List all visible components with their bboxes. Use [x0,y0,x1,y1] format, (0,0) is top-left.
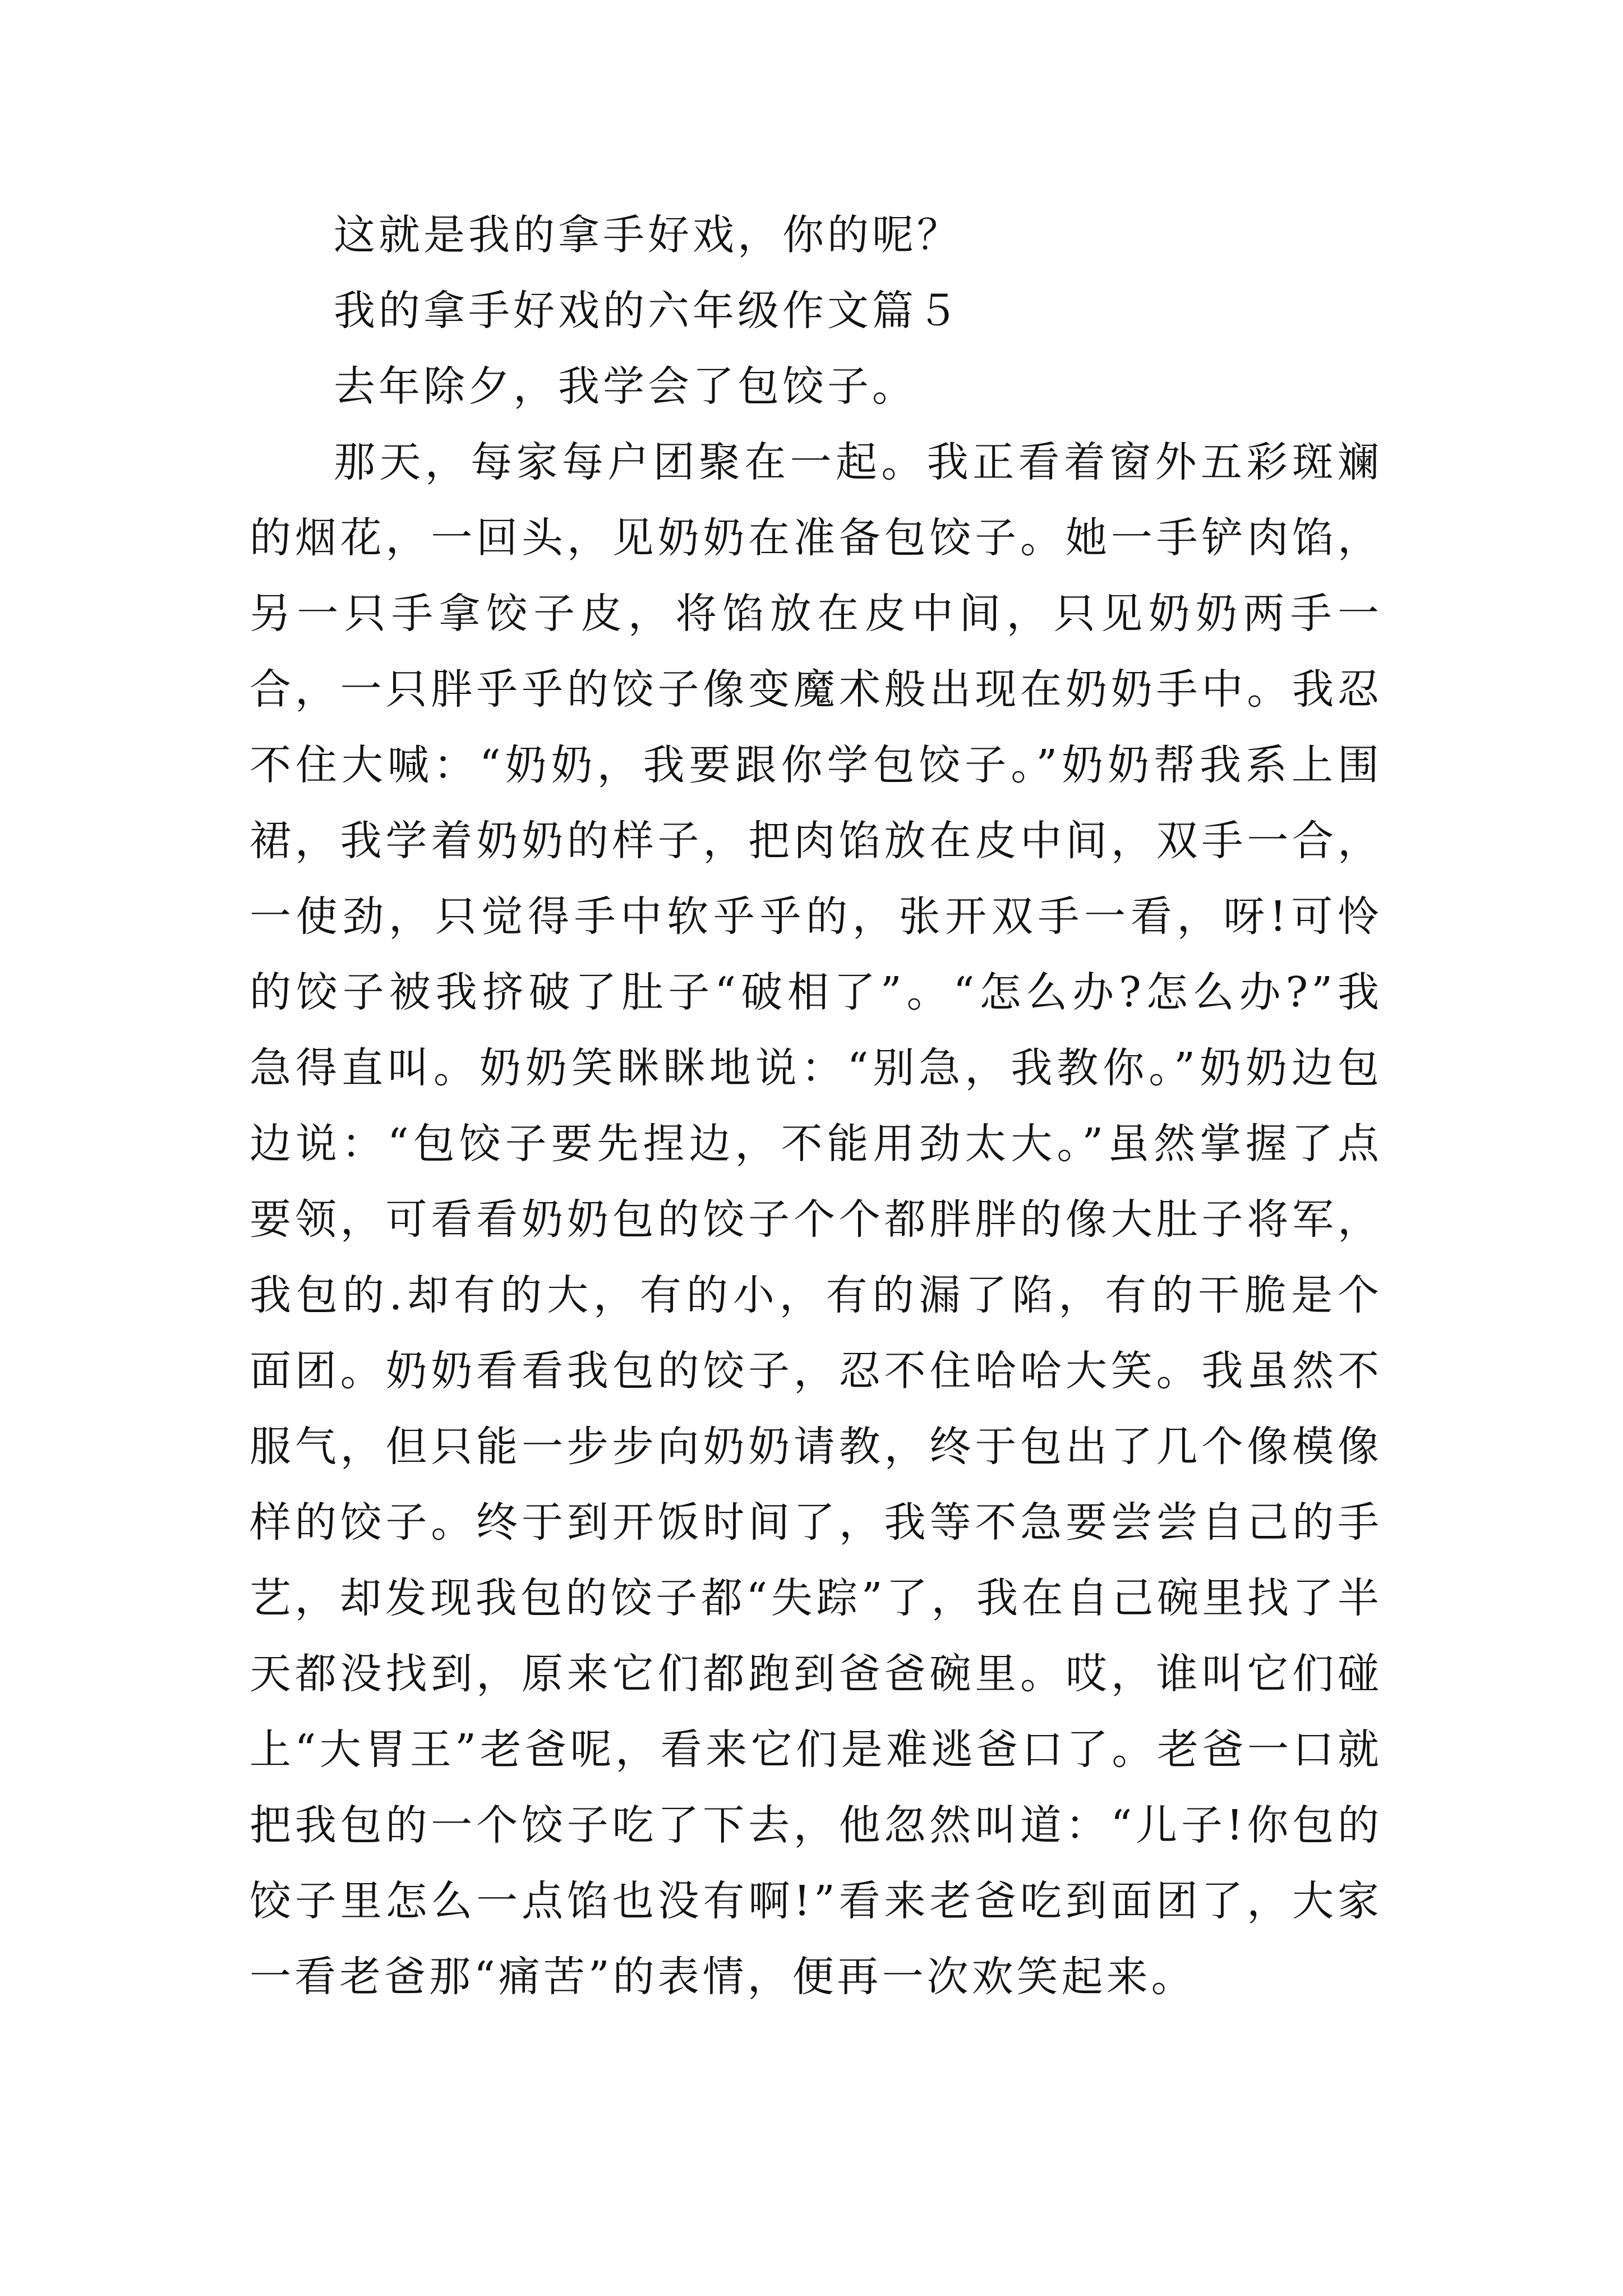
essay-heading: 我的拿手好戏的六年级作文篇５ [334,287,962,335]
paragraph-closing-line: 这就是我的拿手好戏，你的呢？ [334,211,962,259]
paragraph-intro: 去年除夕，我学会了包饺子。 [334,362,917,411]
document-body [250,197,1382,2015]
paragraph-main: 那天，每家每户团聚在一起。我正看着窗外五彩斑斓的烟花，一回头，见奶奶在准备包饺子。她一手铲肉馅，另一只手拿饺子皮，将馅放在皮中间，只见奶奶两手一合，一只胖乎乎的饺子像变魔术般出现在奶奶手中。我忍不住大喊：“奶奶，我要跟你学包饺子。”奶奶帮我系上围裙，我学着奶奶的样子，把肉馅放在皮中间，双手一合，一使劲，只觉得手中软乎乎的，张开双手一看，呀!可怜的饺子被我挤破了肚子“破相了”。“怎么办?怎么办?”我急得直叫。奶奶笑眯眯地说：“别急，我教你。”奶奶边包边说：“包饺子要先捏边，不能用劲太大。”虽然掌握了点要领，可看看奶奶包的饺子个个都胖胖的像大肚子将军，我包的.却有的大，有的小，有的漏了陷，有的干脆是个面团。奶奶看看我包的饺子，忍不住哈哈大笑。我虽然不服气，但只能一步步向奶奶请教，终于包出了几个像模像样的饺子。终于到开饭时间了，我等不急要尝尝自己的手艺，却发现我包的饺子都“失踪”了，我在自己碗里找了半天都没找到，原来它们都跑到爸爸碗里。哎，谁叫它们碰上“大胃王”老爸呢，看来它们是难逃爸口了。老爸一口就把我包的一个饺子吃了下去，他忽然叫道：“儿子!你包的饺子里怎么一点馅也没有啊!”看来老爸吃到面团了，大家一看老爸那“痛苦”的表情，便再一次欢笑起来。 [250,438,1382,2001]
